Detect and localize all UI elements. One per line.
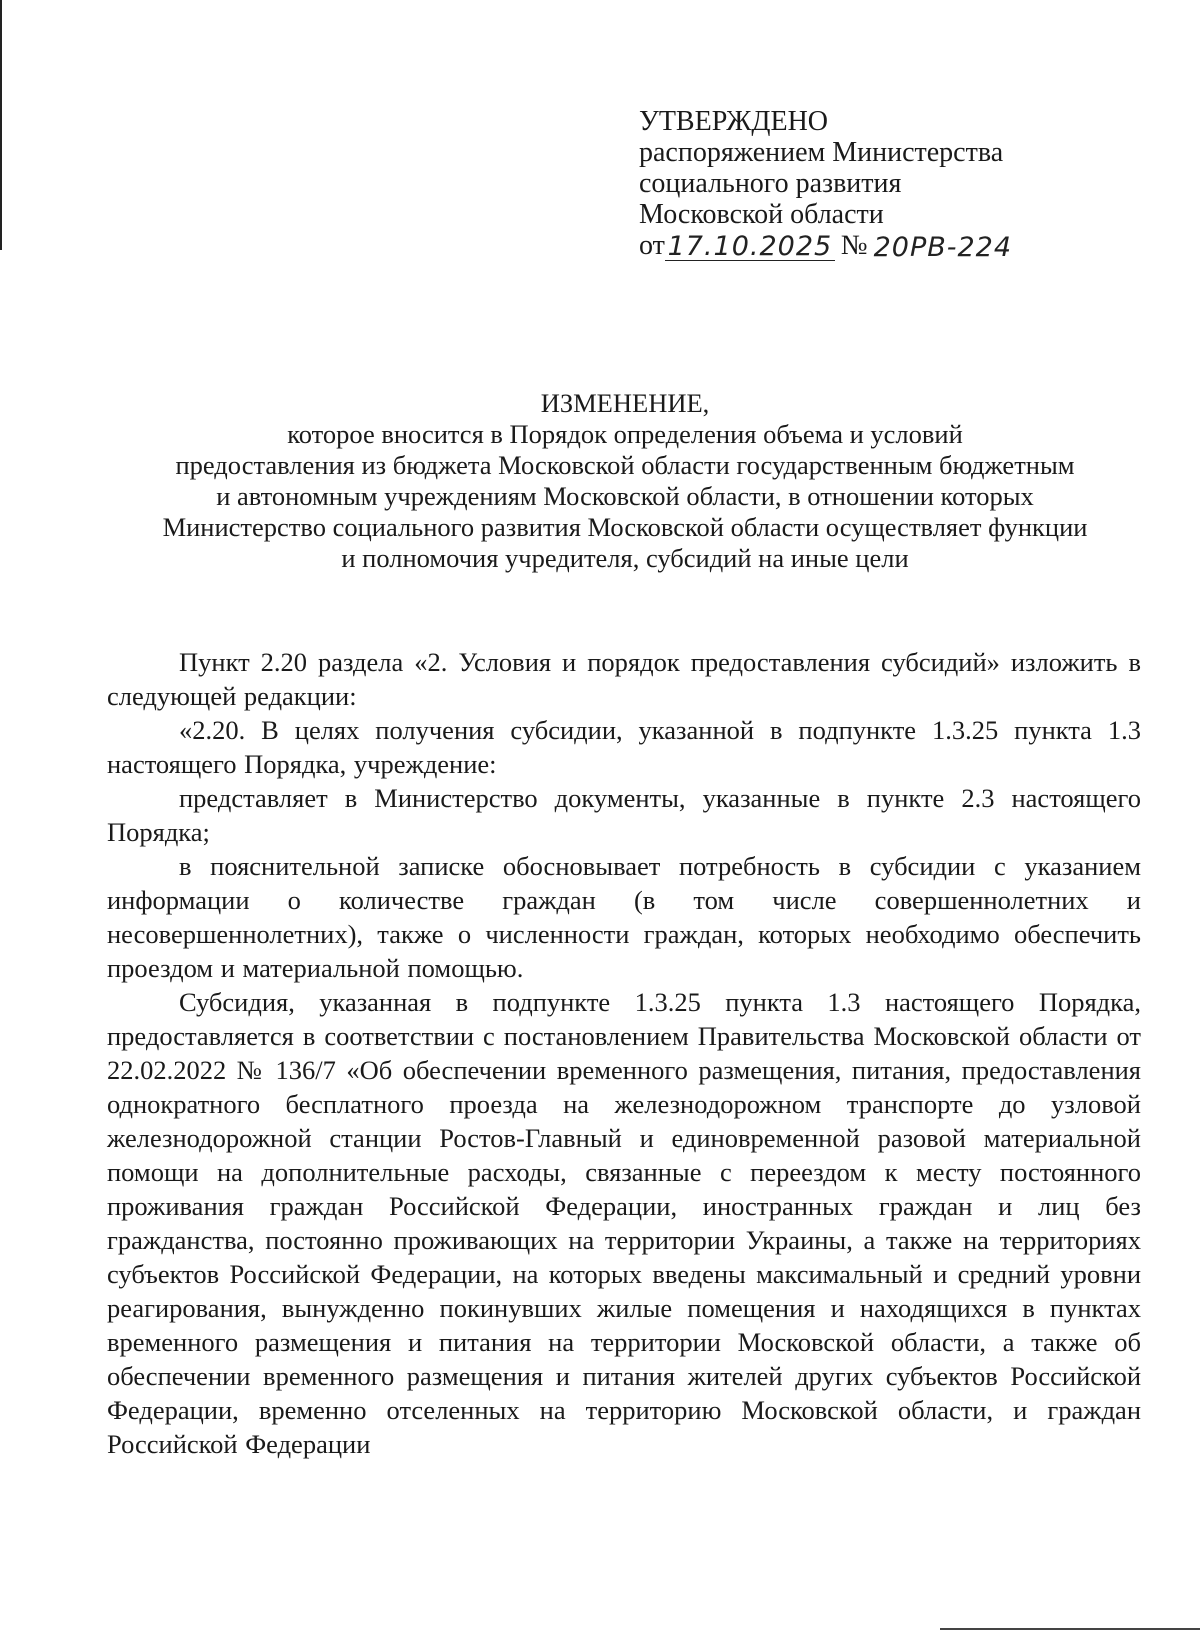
- body-paragraph: в пояснительной записке обосновывает потребность в субсидии с указанием информации о количестве граждан (в том числе совершеннолетних и несовершеннолетних), также о численности граждан, которых необходимо обеспечить проездом и материальной помощью.: [107, 851, 1141, 983]
- number-sign: №: [840, 230, 868, 261]
- approval-line: социального развития: [639, 168, 902, 199]
- body-paragraph: «2.20. В целях получения субсидии, указанной в подпункте 1.3.25 пункта 1.3 настоящего Порядка, учреждение:: [107, 715, 1141, 779]
- title-line: и полномочия учредителя, субсидий на иные цели: [341, 543, 909, 573]
- body-paragraph: представляет в Министерство документы, указанные в пункте 2.3 настоящего Порядка;: [107, 783, 1141, 847]
- handwritten-date: 17.10.2025: [665, 233, 835, 261]
- approval-stamp-block: [639, 106, 1044, 261]
- from-label: от: [639, 230, 665, 261]
- title-line: которое вносится в Порядок определения объема и условий: [287, 419, 963, 449]
- body-paragraph: Субсидия, указанная в подпункте 1.3.25 пункта 1.3 настоящего Порядка, предоставляется в соответствии с постановлением Правительства Московской области от 22.02.2022 № 136/7 «Об обеспечении временного размещения, питания, предоставления однократного бесплатного проезда на железнодорожном транспорте до узловой железнодорожной станции Ростов-Главный и единовременной разовой материальной помощи на дополнительные расходы, связанные с переездом к месту постоянного проживания граждан Российской Федерации, иностранных граждан и лиц без гражданства, постоянно проживающих на территории Украины, а также на территориях субъектов Российской Федерации, на которых введены максимальный и средний уровни реагирования, вынужденно покинувших жилые помещения и находящихся в пунктах временного размещения и питания на территории Московской области, а также об обеспечении временного размещения и питания жителей других субъектов Российской Федерации, временно отселенных на территорию Московской области, и граждан Российской Федерации: [107, 987, 1141, 1459]
- approval-line: Московской области: [639, 199, 884, 230]
- title-line: Министерство социального развития Московской области осуществляет функции: [162, 512, 1088, 542]
- approval-date-number-line: [639, 230, 1044, 261]
- document-title: ИЗМЕНЕНИЕ,: [540, 388, 710, 418]
- document-title-block: [110, 388, 1140, 574]
- approval-heading: УТВЕРЖДЕНО: [639, 106, 829, 137]
- approval-line: распоряжением Министерства: [639, 137, 1004, 168]
- document-body: [107, 645, 1141, 1461]
- scan-bottom-mark: [940, 1628, 1200, 1630]
- scan-edge-mark: [0, 0, 2, 250]
- body-paragraph: Пункт 2.20 раздела «2. Условия и порядок предоставления субсидий» изложить в следующей редакции:: [107, 647, 1141, 711]
- handwritten-number: 20РВ-224: [873, 232, 1013, 263]
- title-line: и автономным учреждениям Московской области, в отношении которых: [216, 481, 1034, 511]
- title-line: предоставления из бюджета Московской области государственным бюджетным: [175, 450, 1075, 480]
